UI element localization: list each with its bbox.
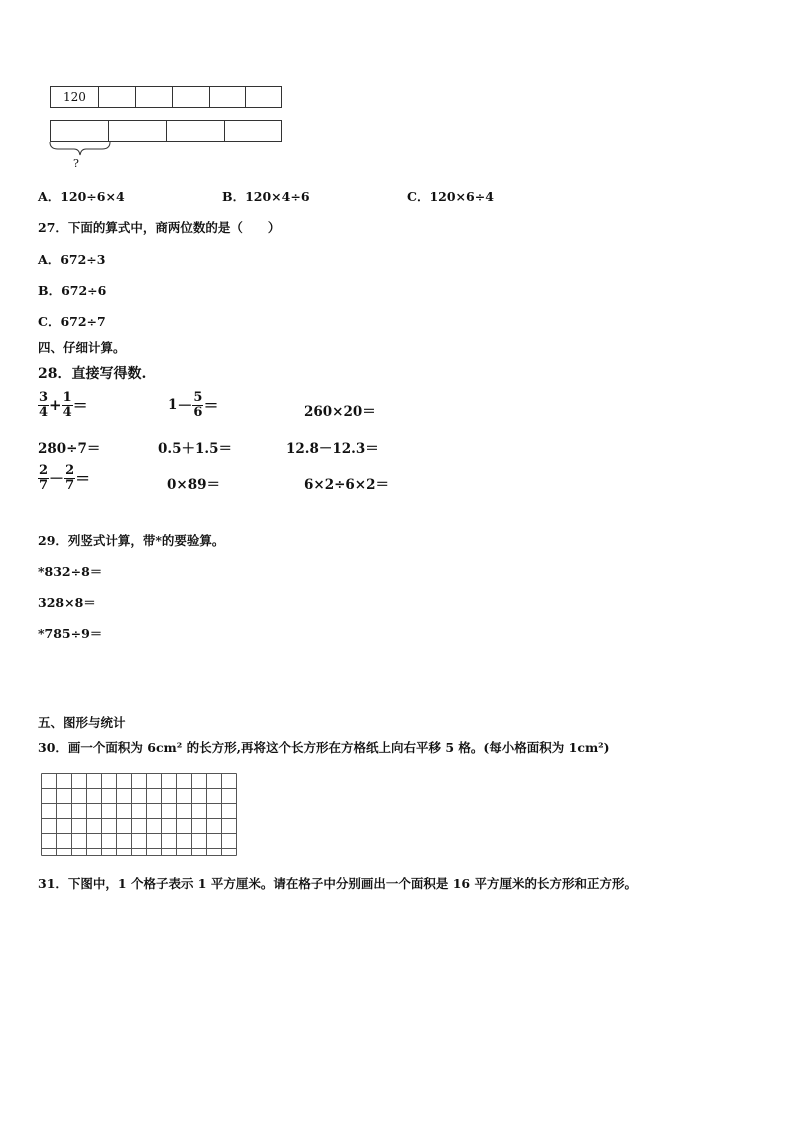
section-4-heading: 四、仔细计算。 xyxy=(38,340,126,355)
brace-label: ? xyxy=(73,157,79,170)
denominator: 7 xyxy=(39,477,49,493)
option-c[interactable] xyxy=(407,187,494,205)
q28-item-decimal-subtract: 12.8－12.3＝ xyxy=(286,441,379,457)
question-28-stem: 28．直接写得数. xyxy=(38,366,147,382)
q28-item-mixed-operations: 6×2÷6×2＝ xyxy=(304,477,390,493)
bar-top-cell-1 xyxy=(50,86,99,108)
denominator: 4 xyxy=(39,404,49,420)
numerator: 2 xyxy=(65,463,75,478)
option-letter: A． xyxy=(38,189,61,204)
bar-top-cell-5 xyxy=(209,86,246,108)
question-31-stem: 31．下图中，1 个格子表示 1 平方厘米。请在格子中分别画出一个面积是 16 平方厘米的长方形和正方形。 xyxy=(38,876,637,891)
denominator: 4 xyxy=(62,404,72,420)
numerator: 5 xyxy=(193,390,203,405)
whole-number: 1 xyxy=(168,397,178,414)
bar-bottom-cell-1 xyxy=(50,120,109,142)
numerator: 3 xyxy=(39,390,49,405)
numerator: 2 xyxy=(39,463,49,478)
fraction xyxy=(62,391,73,419)
q28-item-decimal-add: 0.5＋1.5＝ xyxy=(158,441,232,457)
q28-item-one-minus-fraction xyxy=(168,391,218,419)
bar-top-cell-4 xyxy=(172,86,210,108)
q28-item-fraction-sum xyxy=(38,391,88,419)
bar-bottom-cell-2 xyxy=(108,120,167,142)
q28-item-multiply: 260×20＝ xyxy=(304,404,376,420)
question-27-option-a[interactable]: A．672÷3 xyxy=(38,252,106,267)
equals-sign: ＝ xyxy=(72,396,88,415)
fraction xyxy=(192,391,203,419)
fraction xyxy=(38,464,49,492)
q29-item-1: *832÷8＝ xyxy=(38,564,103,579)
section-5-heading: 五、图形与统计 xyxy=(38,715,126,730)
q29-item-3: *785÷9＝ xyxy=(38,626,103,641)
question-30-stem: 30．画一个面积为 6cm² 的长方形,再将这个长方形在方格纸上向右平移 5 格。(每小格面积为 1cm²) xyxy=(38,740,610,755)
denominator: 7 xyxy=(65,477,75,493)
brace-shape xyxy=(48,141,112,157)
bar-top-cell-6 xyxy=(245,86,282,108)
bar-top-value: 120 xyxy=(63,90,86,104)
option-expression: 120÷6×4 xyxy=(60,189,125,204)
fraction xyxy=(38,391,49,419)
bar-bottom-cell-3 xyxy=(166,120,225,142)
plus-sign: + xyxy=(49,396,62,415)
minus-sign: － xyxy=(49,469,65,488)
fraction xyxy=(64,464,75,492)
question-29-stem: 29．列竖式计算，带*的要验算。 xyxy=(38,533,225,548)
bar-bottom-cell-4 xyxy=(224,120,282,142)
q28-item-fraction-difference xyxy=(38,464,90,492)
q29-item-2: 328×8＝ xyxy=(38,595,96,610)
q28-item-zero-multiply: 0×89＝ xyxy=(167,477,220,493)
equals-sign: ＝ xyxy=(203,396,219,415)
option-expression: 120×6÷4 xyxy=(429,189,494,204)
equals-sign: ＝ xyxy=(75,469,91,488)
option-letter: C． xyxy=(407,189,430,204)
square-grid-paper[interactable] xyxy=(41,773,241,859)
denominator: 6 xyxy=(193,404,203,420)
option-a[interactable] xyxy=(38,187,125,205)
question-27-option-c[interactable]: C．672÷7 xyxy=(38,314,106,329)
bar-top-cell-2 xyxy=(98,86,136,108)
option-expression: 120×4÷6 xyxy=(245,189,310,204)
question-27-option-b[interactable]: B．672÷6 xyxy=(38,283,107,298)
q28-item-divide: 280÷7＝ xyxy=(38,441,101,457)
numerator: 1 xyxy=(62,390,72,405)
question-27-stem: 27．下面的算式中，商两位数的是（ ） xyxy=(38,220,281,235)
bar-top-cell-3 xyxy=(135,86,173,108)
option-letter: B． xyxy=(222,189,246,204)
option-b[interactable] xyxy=(222,187,310,205)
minus-sign: － xyxy=(177,396,193,415)
